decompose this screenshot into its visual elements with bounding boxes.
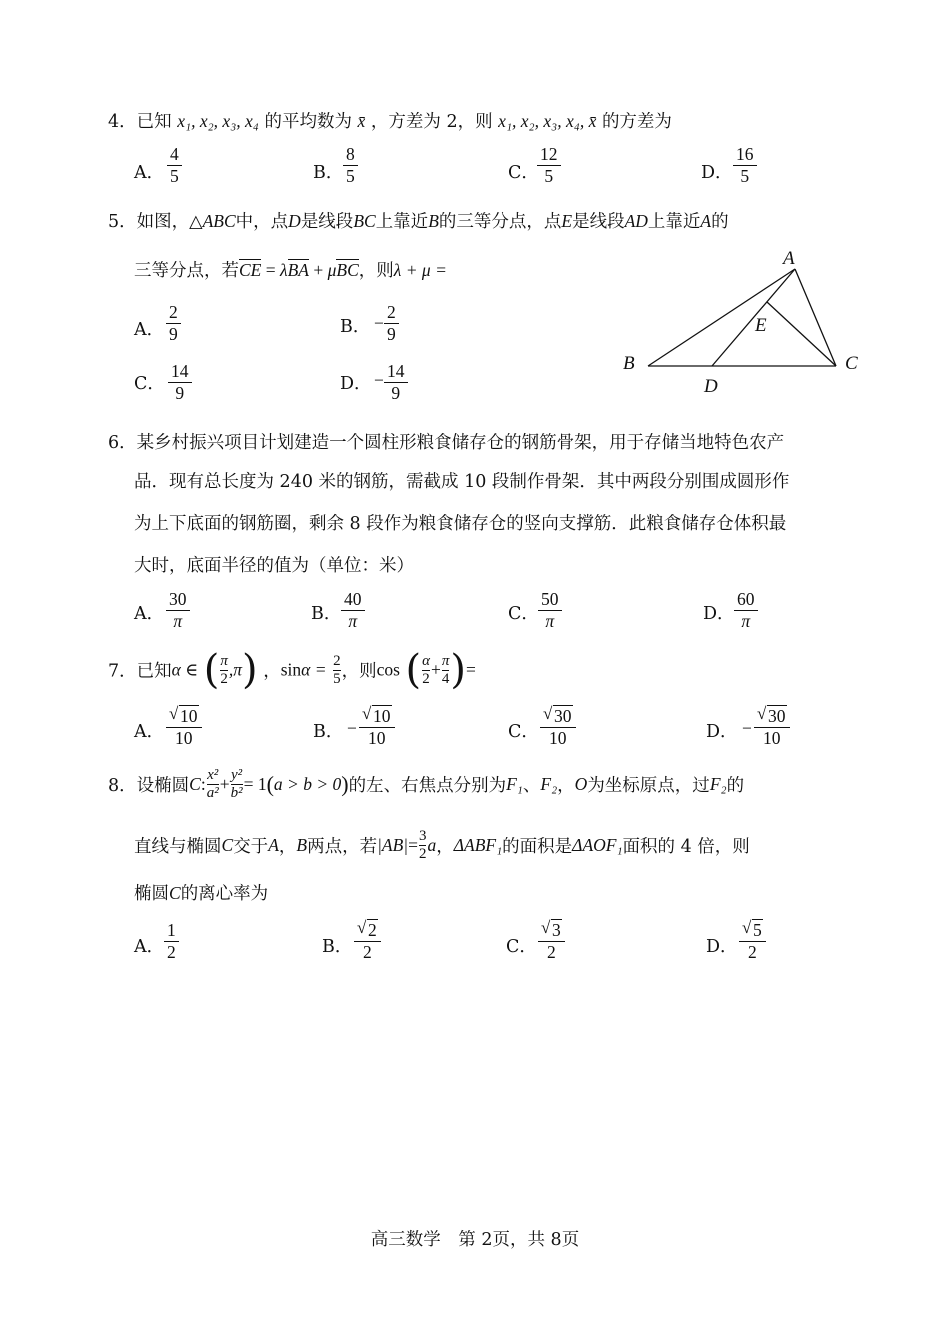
q4-stem: 4．已知 x₁, x₂, x₃, x₄ 的平均数为 x̄ ，方差为 2，则 x₁, x₂, x₃, x₄, x̄ 的方差为 <box>108 111 672 132</box>
q4-option-d[interactable]: D． <box>701 163 733 183</box>
q7-option-d[interactable]: D． <box>706 722 738 742</box>
q5-option-c[interactable]: C． <box>134 374 165 394</box>
q6-option-b-fraction: 40 π <box>341 589 365 632</box>
q6-number: 6． <box>108 433 137 453</box>
q8-option-d[interactable]: D． <box>706 937 738 957</box>
q5-number: 5． <box>108 212 137 232</box>
q6-option-c-fraction: 50 π <box>538 589 562 632</box>
q8-stem-line-2: 直线与椭圆C交于A，B两点，若|AB|= $\frac{3}{2}$ a，ΔABF₁的面积是ΔAOF₁面积的 4 倍，则 <box>134 828 750 862</box>
q5-triangle-figure <box>615 240 865 400</box>
q6-stem-line-3: 为上下底面的钢筋圈，剩余 8 段作为粮食储存仓的竖向支撑筋．此粮食储存仓体积最 <box>134 514 787 534</box>
q8-option-b-fraction: √ 2 2 <box>354 920 381 963</box>
q6-option-a[interactable]: A． <box>134 604 165 624</box>
q7-stem: 7．已知α ∈ ( $\frac{\pi}{2}$ ,π) ，sinα = $\frac{2}{5}$ ，则cos ( $\frac{\alpha}{2}$ + $\frac{\pi}{4}$ )= <box>108 647 476 693</box>
q8-option-c-fraction: √ 3 2 <box>538 920 565 963</box>
q7-option-b-fraction: √ 10 10 <box>359 706 395 749</box>
q5-stem-line-2: 三等分点，若CE = λBA + μBC，则λ + μ = <box>134 260 447 281</box>
q4-option-a-fraction: 4 5 <box>167 144 182 187</box>
q4-variables: x₁, x₂, x₃, x₄ <box>177 111 259 131</box>
q4-option-a[interactable]: A． <box>134 163 165 183</box>
q6-option-d-fraction: 60 π <box>734 589 758 632</box>
figure-label-a: A <box>783 248 795 269</box>
q8-option-a-fraction: 1 2 <box>164 920 179 963</box>
q6-option-b[interactable]: B． <box>311 604 342 624</box>
q4-number: 4． <box>108 112 137 132</box>
q5-option-a-fraction: 2 9 <box>166 302 181 345</box>
q4-option-b[interactable]: B． <box>313 163 344 183</box>
q4-option-c[interactable]: C． <box>508 163 539 183</box>
q5-option-c-fraction: 14 9 <box>168 361 192 404</box>
q7-number: 7． <box>108 661 137 682</box>
q8-option-c[interactable]: C． <box>506 937 537 957</box>
q5-option-d[interactable]: D． <box>340 374 372 394</box>
q6-stem-line-4: 大时，底面半径的值为（单位：米） <box>134 556 414 576</box>
q8-stem-line-3: 椭圆C的离心率为 <box>134 883 269 904</box>
figure-label-e: E <box>755 315 767 336</box>
q7-option-a[interactable]: A． <box>134 722 165 742</box>
q8-option-b[interactable]: B． <box>322 937 353 957</box>
q8-option-a[interactable]: A． <box>134 937 165 957</box>
q7-option-d-fraction: √ 30 10 <box>754 706 790 749</box>
q7-option-c-fraction: √ 30 10 <box>540 706 576 749</box>
q8-stem-line-1: 8．设椭圆C: $\frac{\text{x²}}{\text{a²}}$ + $\frac{\text{y²}}{\text{b²}}$ = 1(a > b > 0)的左、右焦点分别为F₁、F₂，O为坐标原点，过F₂的 <box>108 767 745 801</box>
q6-option-d[interactable]: D． <box>703 604 735 624</box>
q8-number: 8． <box>108 776 137 796</box>
q6-stem-line-2: 品．现有总长度为 240 米的钢筋，需截成 10 段制作骨架．其中两段分别围成圆形作 <box>134 472 790 492</box>
q6-stem-line-1: 6．某乡村振兴项目计划建造一个圆柱形粮食储存仓的钢筋骨架，用于存储当地特色农产 <box>108 433 785 453</box>
q5-stem-line-1: 5．如图，△ABC中，点D是线段BC上靠近B的三等分点，点E是线段AD上靠近A的 <box>108 211 729 232</box>
q7-option-a-fraction: √ 10 10 <box>166 706 202 749</box>
page-footer: 高三数学 第 2页，共 8页 <box>370 1230 580 1250</box>
q4-option-d-fraction: 16 5 <box>733 144 757 187</box>
q7-option-c[interactable]: C． <box>508 722 539 742</box>
q5-option-a[interactable]: A． <box>134 320 165 340</box>
q5-option-d-fraction: 14 9 <box>384 361 408 404</box>
q4-option-b-fraction: 8 5 <box>343 144 358 187</box>
q5-option-b-fraction: 2 9 <box>384 302 399 345</box>
q7-option-b[interactable]: B． <box>313 722 344 742</box>
figure-label-d: D <box>704 376 718 397</box>
q8-option-d-fraction: √ 5 2 <box>739 920 766 963</box>
q6-option-a-fraction: 30 π <box>166 589 190 632</box>
figure-label-c: C <box>845 353 858 374</box>
q4-option-c-fraction: 12 5 <box>537 144 561 187</box>
figure-label-b: B <box>623 353 635 374</box>
q6-option-c[interactable]: C． <box>508 604 539 624</box>
q5-option-b[interactable]: B． <box>340 317 371 337</box>
